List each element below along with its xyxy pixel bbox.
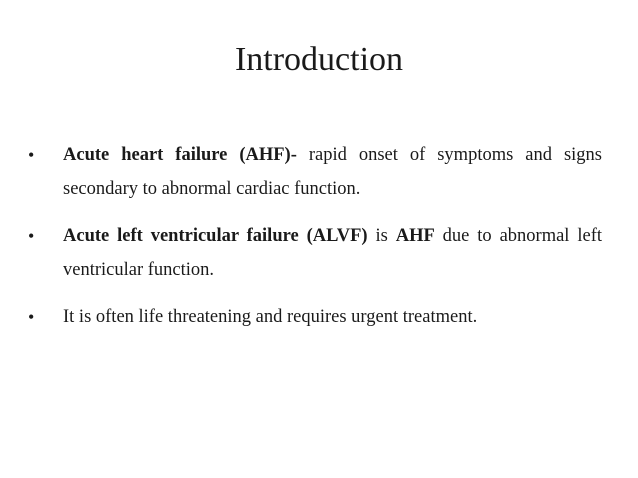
bullet-item-ahf bbox=[28, 138, 602, 206]
slide-title: Introduction bbox=[234, 41, 404, 78]
bullet-item-urgency bbox=[28, 300, 602, 334]
definition-alvf: due to abnormal left ventricular function. bbox=[63, 226, 602, 280]
bullet-dot-icon: • bbox=[28, 226, 35, 246]
bullet-list bbox=[28, 138, 602, 347]
connector-text: is bbox=[367, 226, 396, 246]
term-ahf-ref: AHF bbox=[395, 226, 435, 246]
bullet-dot-icon: • bbox=[28, 145, 35, 165]
term-alvf: Acute left ventricular failure (ALVF) bbox=[63, 226, 368, 246]
term-ahf: Acute heart failure (AHF)- bbox=[63, 145, 297, 165]
bullet-dot-icon: • bbox=[28, 307, 35, 327]
urgency-text: It is often life threatening and requires urgent treatment. bbox=[63, 307, 478, 327]
bullet-item-alvf bbox=[28, 219, 602, 287]
definition-ahf: rapid onset of symptoms and signs secondary to abnormal cardiac function. bbox=[63, 145, 602, 199]
